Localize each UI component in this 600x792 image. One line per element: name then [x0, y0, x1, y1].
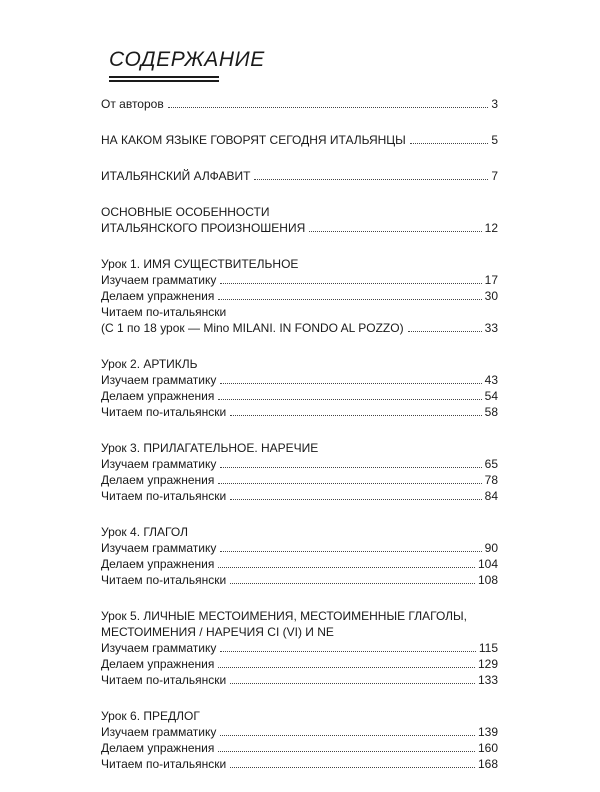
toc-entry-text: От авторов — [101, 97, 164, 111]
dot-leader — [220, 383, 481, 384]
toc-heading — [101, 304, 498, 320]
page-number: 168 — [477, 757, 498, 771]
dot-leader — [218, 667, 475, 668]
toc-heading — [101, 440, 498, 456]
toc-entry-text: ОСНОВНЫЕ ОСОБЕННОСТИ — [101, 205, 270, 219]
toc-entry-text: Читаем по-итальянски — [101, 573, 227, 587]
toc-section — [101, 132, 498, 148]
dot-leader — [218, 751, 475, 752]
page-number: 30 — [484, 289, 498, 303]
toc-entry — [101, 656, 498, 672]
toc-heading — [101, 624, 498, 640]
toc-entry-text: Читаем по-итальянски — [101, 673, 227, 687]
toc-section — [101, 256, 498, 336]
toc-entry-text: МЕСТОИМЕНИЯ / НАРЕЧИЯ CI (VI) И NE — [101, 625, 334, 639]
title-block — [109, 48, 265, 82]
toc-entry — [101, 640, 498, 656]
toc-entry-text: Изучаем грамматику — [101, 373, 217, 387]
toc-entry-text: Читаем по-итальянски — [101, 405, 227, 419]
title-underline — [109, 76, 219, 78]
dot-leader — [410, 143, 489, 144]
dot-leader — [220, 735, 475, 736]
page-number: 65 — [484, 457, 498, 471]
toc-entry-text: Делаем упражнения — [101, 741, 215, 755]
page-number: 3 — [491, 97, 498, 111]
toc-entry-text: ИТАЛЬЯНСКОГО ПРОИЗНОШЕНИЯ — [101, 221, 306, 235]
dot-leader — [408, 331, 482, 332]
dot-leader — [220, 651, 475, 652]
toc-entry-text: (С 1 по 18 урок — Mino MILANI. IN FONDO AL POZZO) — [101, 321, 404, 335]
dot-leader — [218, 567, 475, 568]
page-number: 160 — [477, 741, 498, 755]
toc-entry — [101, 672, 498, 688]
toc-entry-text: Изучаем грамматику — [101, 541, 217, 555]
dot-leader — [220, 283, 481, 284]
page-number: 12 — [484, 221, 498, 235]
page-number: 133 — [477, 673, 498, 687]
toc-section — [101, 524, 498, 588]
toc-entry — [101, 740, 498, 756]
toc-entry — [101, 220, 498, 236]
title-underline-second — [109, 80, 219, 82]
dot-leader — [230, 499, 481, 500]
dot-leader — [309, 231, 481, 232]
page-number: 78 — [484, 473, 498, 487]
page-title: СОДЕРЖАНИЕ — [109, 48, 265, 71]
toc-entry-text: Изучаем грамматику — [101, 457, 217, 471]
dot-leader — [220, 551, 481, 552]
dot-leader — [218, 483, 481, 484]
page-number: 115 — [478, 641, 498, 655]
toc-entry — [101, 404, 498, 420]
toc-section — [101, 204, 498, 236]
toc-entry-text: Читаем по-итальянски — [101, 489, 227, 503]
toc-entry — [101, 572, 498, 588]
dot-leader — [218, 399, 481, 400]
toc-entry — [101, 724, 498, 740]
toc-section — [101, 96, 498, 112]
toc-entry-text: Делаем упражнения — [101, 389, 215, 403]
toc-section — [101, 440, 498, 504]
toc-entry — [101, 488, 498, 504]
toc-entry-text: Урок 4. ГЛАГОЛ — [101, 525, 188, 539]
page-number: 43 — [484, 373, 498, 387]
dot-leader — [168, 107, 489, 108]
toc-entry — [101, 388, 498, 404]
page-number: 108 — [477, 573, 498, 587]
dot-leader — [218, 299, 481, 300]
dot-leader — [220, 467, 481, 468]
toc-entry-text: ИТАЛЬЯНСКИЙ АЛФАВИТ — [101, 169, 251, 183]
toc-entry — [101, 132, 498, 148]
toc-entry — [101, 756, 498, 772]
dot-leader — [230, 683, 475, 684]
page-number: 84 — [484, 489, 498, 503]
toc-entry-text: Читаем по-итальянски — [101, 757, 227, 771]
toc-entry-text: Урок 5. ЛИЧНЫЕ МЕСТОИМЕНИЯ, МЕСТОИМЕННЫЕ ГЛАГОЛЫ, — [101, 609, 467, 623]
toc-entry-text: НА КАКОМ ЯЗЫКЕ ГОВОРЯТ СЕГОДНЯ ИТАЛЬЯНЦЫ — [101, 133, 406, 147]
toc-heading — [101, 356, 498, 372]
dot-leader — [254, 179, 488, 180]
toc-entry-text: Делаем упражнения — [101, 289, 215, 303]
toc-entry-text: Изучаем грамматику — [101, 641, 217, 655]
toc-section — [101, 168, 498, 184]
toc-entry-text: Урок 1. ИМЯ СУЩЕСТВИТЕЛЬНОЕ — [101, 257, 299, 271]
table-of-contents — [101, 96, 498, 792]
toc-entry-text: Делаем упражнения — [101, 557, 215, 571]
toc-entry — [101, 168, 498, 184]
toc-entry — [101, 288, 498, 304]
toc-entry-text: Читаем по-итальянски — [101, 305, 227, 319]
toc-entry-text: Урок 2. АРТИКЛЬ — [101, 357, 198, 371]
page-number: 104 — [477, 557, 498, 571]
toc-entry-text: Делаем упражнения — [101, 657, 215, 671]
toc-section — [101, 608, 498, 688]
toc-entry — [101, 272, 498, 288]
page-number: 5 — [491, 133, 498, 147]
page-number: 129 — [477, 657, 498, 671]
dot-leader — [230, 583, 475, 584]
dot-leader — [230, 415, 481, 416]
toc-entry — [101, 372, 498, 388]
toc-entry-text: Урок 6. ПРЕДЛОГ — [101, 709, 200, 723]
toc-section — [101, 356, 498, 420]
toc-entry — [101, 96, 498, 112]
toc-heading — [101, 204, 498, 220]
toc-entry — [101, 320, 498, 336]
toc-heading — [101, 256, 498, 272]
page-number: 33 — [484, 321, 498, 335]
page-number: 17 — [484, 273, 498, 287]
toc-heading — [101, 708, 498, 724]
page-number: 90 — [484, 541, 498, 555]
toc-entry-text: Изучаем грамматику — [101, 273, 217, 287]
toc-entry — [101, 472, 498, 488]
dot-leader — [230, 767, 475, 768]
toc-entry — [101, 540, 498, 556]
toc-entry-text: Урок 3. ПРИЛАГАТЕЛЬНОЕ. НАРЕЧИЕ — [101, 441, 319, 455]
toc-heading — [101, 524, 498, 540]
toc-entry — [101, 456, 498, 472]
toc-section — [101, 708, 498, 772]
page-number: 54 — [484, 389, 498, 403]
page-number: 58 — [484, 405, 498, 419]
toc-entry-text: Изучаем грамматику — [101, 725, 217, 739]
page-number: 7 — [491, 169, 498, 183]
toc-heading — [101, 608, 498, 624]
page-number: 139 — [477, 725, 498, 739]
toc-entry-text: Делаем упражнения — [101, 473, 215, 487]
toc-entry — [101, 556, 498, 572]
